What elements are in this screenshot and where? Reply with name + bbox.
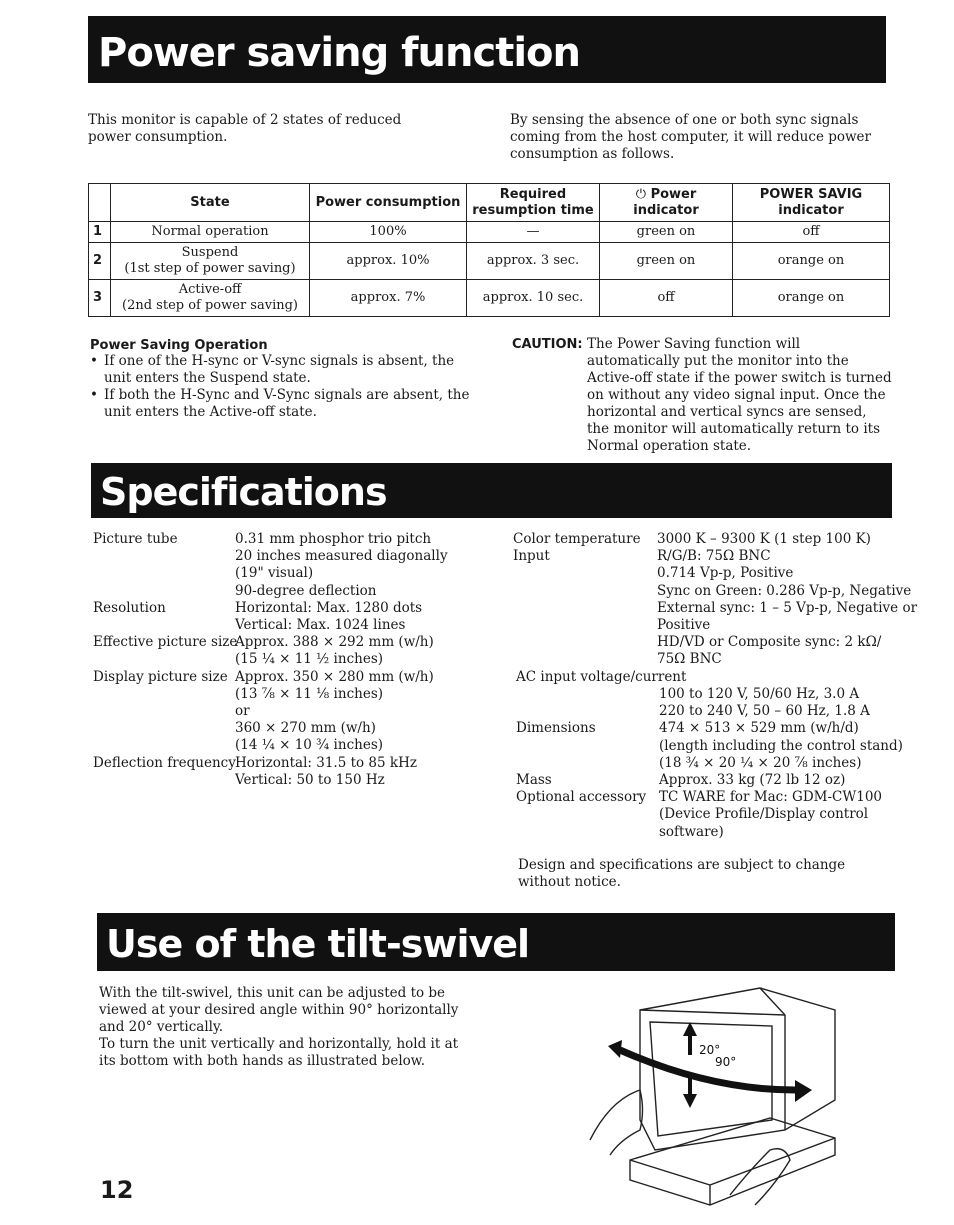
tilt-swivel-illustration: [580, 980, 850, 1210]
row-state-detail: (1st step of power saving): [124, 261, 296, 276]
spec-line: TC WARE for Mac: GDM-CW100: [659, 789, 882, 806]
spec-value: [659, 772, 906, 789]
caution-text: The Power Saving function will automatically put the monitor into the Active-off state if the power switch is turned on without any video signal input. Once the horizontal and vertical syncs are sensed, the monitor will automatically return to its Normal operation state.: [587, 336, 892, 454]
spec-label: Dimensions: [516, 720, 596, 737]
spec-label: Input: [513, 548, 550, 565]
col-header-power-indicator: [600, 184, 733, 222]
row-state-detail: (2nd step of power saving): [122, 298, 298, 313]
spec-value: [235, 669, 493, 755]
spec-line: 75Ω BNC: [657, 651, 722, 668]
specs-right-bottom: [516, 686, 906, 841]
table-row: [89, 280, 890, 317]
spec-line: 90-degree deflection: [235, 582, 377, 599]
power-symbol-icon: ⏻: [635, 186, 647, 202]
spec-line: (Device Profile/Display control: [659, 806, 869, 823]
row-resume: —: [467, 222, 600, 243]
spec-value: [235, 755, 493, 789]
row-savig-indicator: orange on: [733, 243, 890, 280]
swivel-angle-label: 90°: [715, 1055, 737, 1069]
spec-line: 100 to 120 V, 50/60 Hz, 3.0 A: [659, 686, 860, 702]
spec-label: Effective picture size: [93, 634, 238, 651]
spec-line: 474 × 513 × 529 mm (w/h/d): [659, 720, 859, 737]
row-number: 2: [89, 243, 111, 280]
table-corner-cell: [89, 184, 111, 222]
row-power: approx. 10%: [310, 243, 467, 280]
power-indicator-label: Power indicator: [633, 186, 699, 218]
spec-line: Sync on Green: 0.286 Vp-p, Negative: [657, 582, 912, 599]
specs-left: [93, 531, 493, 789]
spec-line: External sync: 1 – 5 Vp-p, Negative or: [657, 599, 918, 616]
spec-line: software): [659, 823, 724, 840]
spec-line: 220 to 240 V, 50 – 60 Hz, 1.8 A: [659, 703, 870, 720]
spec-line: Positive: [657, 617, 711, 634]
power-saving-intro-left: This monitor is capable of 2 states of reduced power consumption.: [88, 112, 402, 145]
spec-value: [657, 548, 917, 668]
spec-line: 360 × 270 mm (w/h): [235, 720, 376, 737]
power-saving-table: [88, 183, 890, 317]
row-power-indicator: green on: [600, 243, 733, 280]
row-state: [111, 280, 310, 317]
row-savig-indicator: orange on: [733, 280, 890, 317]
specifications-note: Design and specifications are subject to change without notice.: [518, 857, 846, 890]
spec-value: [659, 686, 906, 720]
spec-value: [235, 531, 493, 600]
spec-label: Color temperature: [513, 531, 641, 547]
row-state-name: Active-off: [178, 282, 242, 297]
spec-line: (19" visual): [235, 565, 314, 582]
spec-line: Horizontal: Max. 1280 dots: [235, 599, 423, 616]
spec-line: Horizontal: 31.5 to 85 kHz: [235, 754, 417, 771]
caution-label: CAUTION:: [512, 337, 583, 352]
spec-line: Vertical: 50 to 150 Hz: [235, 771, 385, 788]
spec-label: Mass: [516, 772, 552, 789]
table-row: [89, 222, 890, 243]
spec-line: or: [235, 703, 250, 720]
col-header-resume: Required resumption time: [467, 184, 600, 222]
spec-line: Vertical: Max. 1024 lines: [235, 617, 406, 634]
spec-label: Deflection frequency: [93, 754, 236, 771]
specs-right-top: [513, 531, 918, 669]
spec-line: Approx. 350 × 280 mm (w/h): [235, 668, 434, 685]
spec-line: R/G/B: 75Ω BNC: [657, 548, 771, 565]
row-number: 1: [89, 222, 111, 243]
spec-value: [657, 531, 917, 548]
list-item: • If one of the H-sync or V-sync signals is absent, the unit enters the Suspend state.: [88, 353, 473, 387]
spec-value: [659, 720, 906, 772]
row-number: 3: [89, 280, 111, 317]
spec-label: Resolution: [93, 599, 166, 616]
row-resume: approx. 10 sec.: [467, 280, 600, 317]
spec-line: 3000 K – 9300 K (1 step 100 K): [657, 531, 871, 547]
spec-line: (length including the control stand): [659, 737, 903, 754]
spec-line: HD/VD or Composite sync: 2 kΩ/: [657, 634, 882, 651]
spec-value: [235, 634, 493, 668]
spec-label-ac-input: AC input voltage/current: [516, 669, 687, 685]
spec-line: (15 ¼ × 11 ½ inches): [235, 651, 384, 668]
spec-line: Approx. 33 kg (72 lb 12 oz): [659, 772, 846, 789]
row-state: [111, 243, 310, 280]
row-power: 100%: [310, 222, 467, 243]
tilt-text-2: To turn the unit vertically and horizontally, hold it at its bottom with both hands as illustrated below.: [99, 1036, 459, 1069]
left-hand: [590, 1090, 643, 1155]
spec-label: [516, 686, 659, 720]
row-power-indicator: green on: [600, 222, 733, 243]
power-saving-heading: Power saving function: [88, 16, 886, 83]
tilt-angle-label: 20°: [699, 1043, 721, 1057]
row-state-name: Suspend: [181, 245, 239, 260]
tilt-swivel-heading: Use of the tilt-swivel: [97, 913, 895, 971]
power-saving-bullets: [88, 353, 473, 421]
row-resume: approx. 3 sec.: [467, 243, 600, 280]
spec-value: [235, 600, 493, 634]
spec-line: 0.31 mm phosphor trio pitch: [235, 531, 432, 547]
specifications-heading: Specifications: [91, 463, 892, 518]
spec-label: Picture tube: [93, 531, 178, 547]
col-header-power: Power consumption: [310, 184, 467, 222]
spec-line: Approx. 388 × 292 mm (w/h): [235, 634, 434, 651]
spec-line: (14 ¼ × 10 ¾ inches): [235, 737, 384, 754]
page-number: 12: [100, 1176, 134, 1204]
spec-label: Optional accessory: [516, 789, 647, 806]
row-power-indicator: off: [600, 280, 733, 317]
col-header-state: State: [111, 184, 310, 222]
spec-line: 0.714 Vp-p, Positive: [657, 565, 794, 582]
row-power: approx. 7%: [310, 280, 467, 317]
list-item: • If both the H-Sync and V-Sync signals are absent, the unit enters the Active-off state.: [88, 387, 473, 421]
spec-line: (13 ⅞ × 11 ⅛ inches): [235, 685, 384, 702]
spec-value: [659, 789, 906, 841]
row-state: Normal operation: [111, 222, 310, 243]
col-header-savig-indicator: POWER SAVIG indicator: [733, 184, 890, 222]
power-saving-intro-right: By sensing the absence of one or both sync signals coming from the host computer, it will reduce power consumption as follows.: [510, 112, 871, 162]
spec-line: 20 inches measured diagonally: [235, 548, 448, 565]
spec-line: (18 ¾ × 20 ¼ × 20 ⅞ inches): [659, 754, 862, 771]
power-saving-operation-title: Power Saving Operation: [90, 338, 268, 353]
table-row: [89, 243, 890, 280]
spec-label: Display picture size: [93, 668, 228, 685]
tilt-text-1: With the tilt-swivel, this unit can be adjusted to be viewed at your desired angle within 90° horizontally and 20° vertically.: [99, 985, 459, 1035]
row-savig-indicator: off: [733, 222, 890, 243]
